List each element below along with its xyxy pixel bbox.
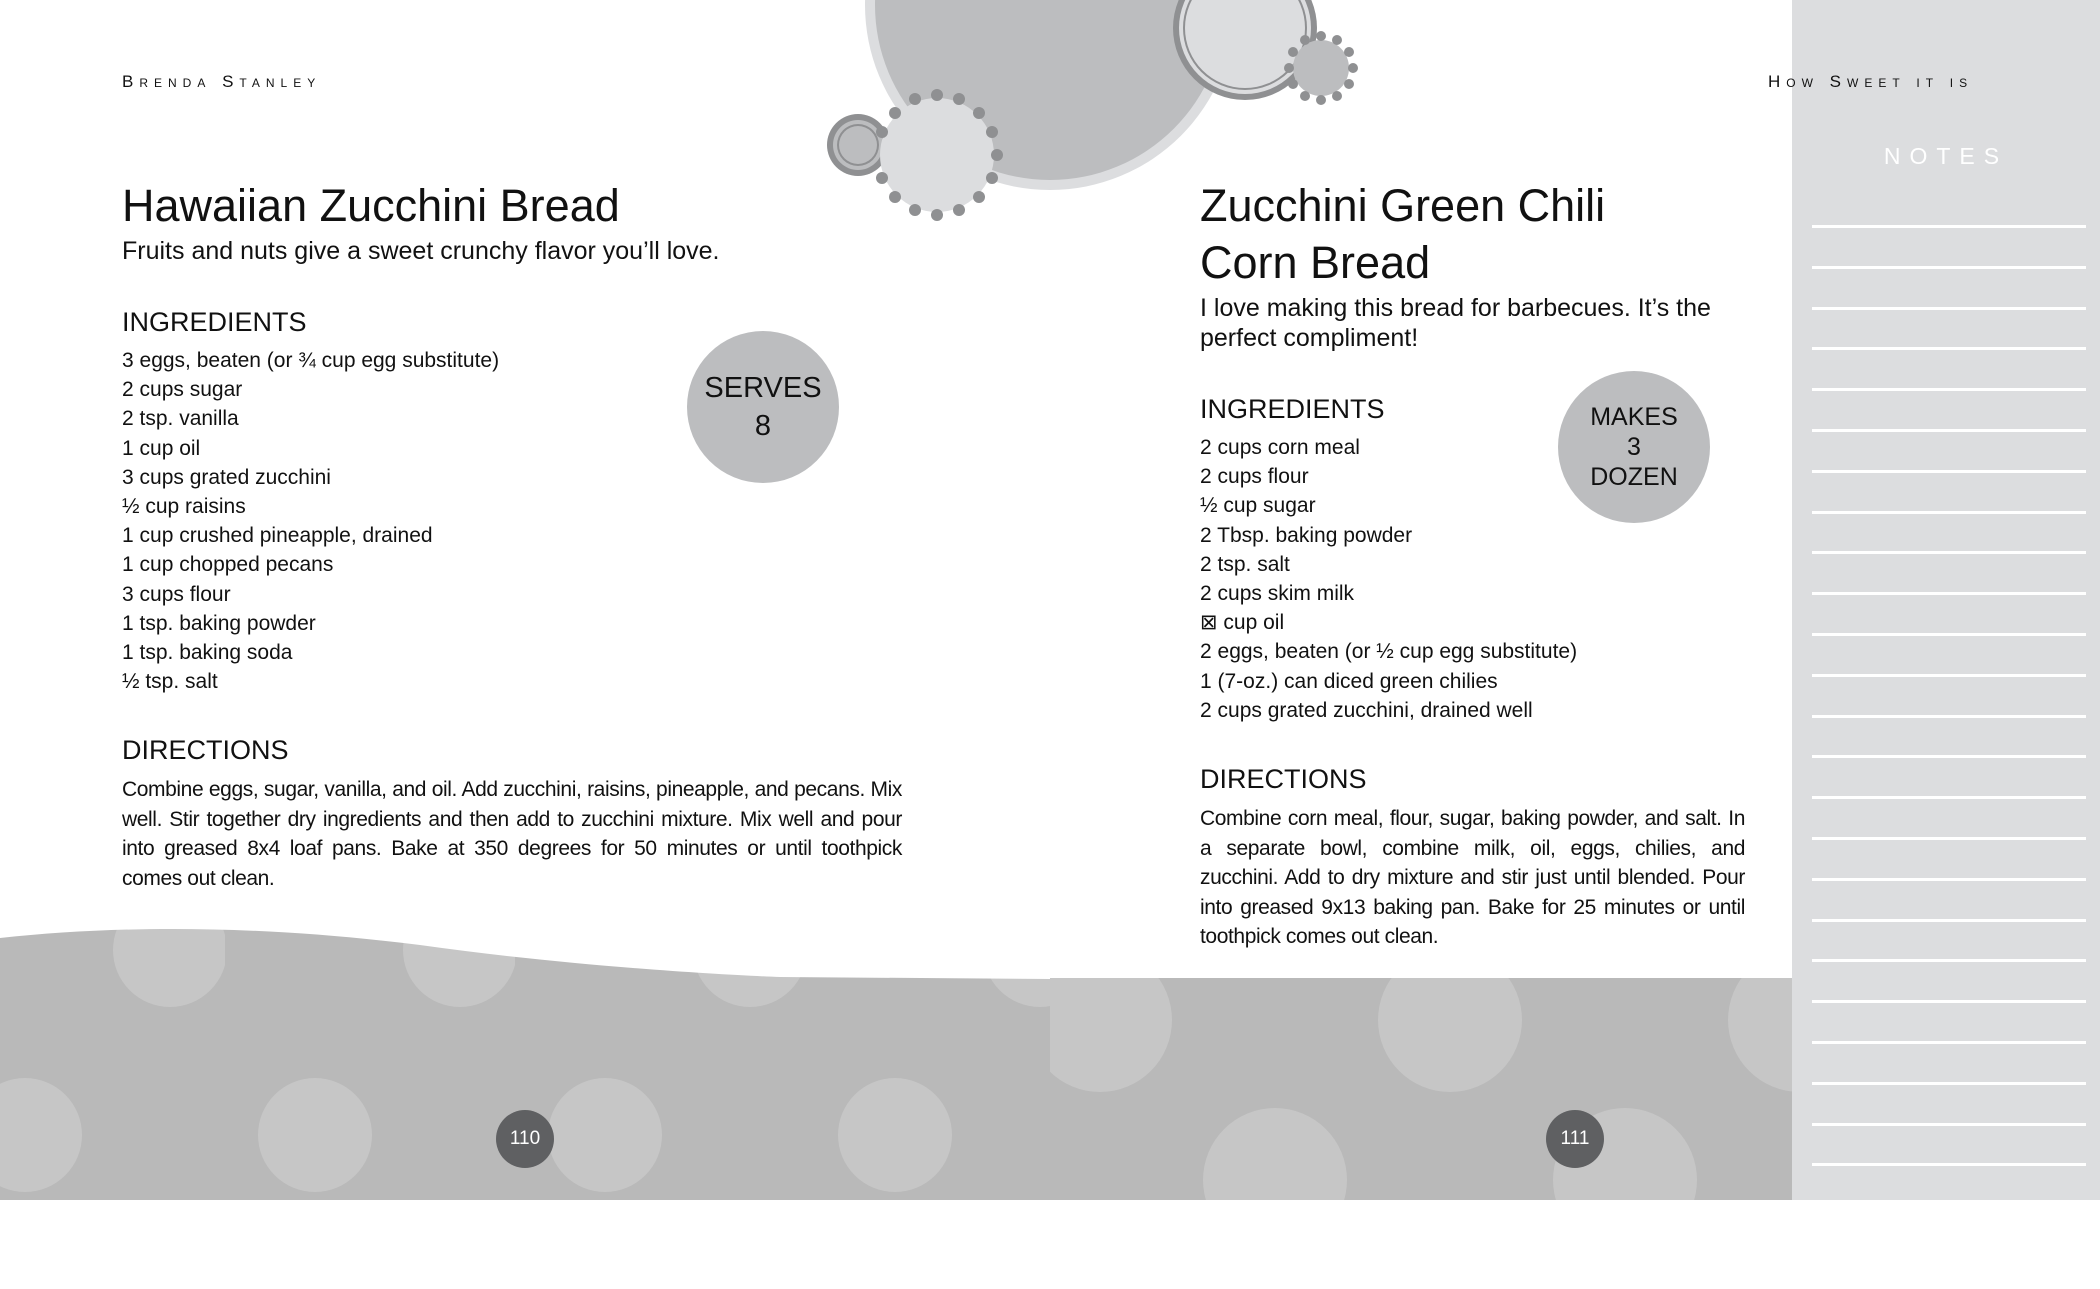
notes-writing-line <box>1812 388 2086 391</box>
serves-count: 8 <box>754 410 772 442</box>
notes-writing-line <box>1812 1000 2086 1003</box>
notes-writing-line <box>1812 1082 2086 1085</box>
recipe-hawaiian-zucchini-bread <box>122 177 902 893</box>
ingredient-item: 2 tsp. vanilla <box>122 407 239 431</box>
notes-writing-line <box>1812 919 2086 922</box>
notes-writing-line <box>1812 1123 2086 1126</box>
recipe-title-line-2: Corn Bread <box>1200 237 1431 288</box>
recipe-title: Hawaiian Zucchini Bread <box>122 180 620 231</box>
notes-writing-line <box>1812 429 2086 432</box>
running-head-author: Brenda Stanley <box>122 72 322 91</box>
notes-writing-line <box>1812 470 2086 473</box>
ingredient-item: 2 cups grated zucchini, drained well <box>1200 698 1533 722</box>
recipe-title-line-1: Zucchini Green Chili <box>1200 180 1606 231</box>
notes-title: NOTES <box>1883 143 2009 169</box>
notes-writing-line <box>1812 592 2086 595</box>
ingredient-item: ½ tsp. salt <box>122 670 218 694</box>
notes-writing-line <box>1812 837 2086 840</box>
notes-writing-line <box>1812 307 2086 310</box>
ingredient-item: 1 (7-oz.) can diced green chilies <box>1200 669 1498 693</box>
directions-heading: DIRECTIONS <box>1200 764 1367 795</box>
makes-unit: DOZEN <box>1590 463 1678 491</box>
notes-writing-line <box>1812 1163 2086 1166</box>
notes-writing-line <box>1812 959 2086 962</box>
ingredient-item: 2 cups flour <box>1200 465 1309 489</box>
notes-writing-line <box>1812 1245 2086 1248</box>
ingredient-item: 1 cup chopped pecans <box>122 553 334 577</box>
notes-writing-line <box>1812 755 2086 758</box>
ingredients-heading: INGREDIENTS <box>1200 394 1385 424</box>
ingredient-item: ⊠ cup oil <box>1200 611 1285 635</box>
notes-writing-line <box>1812 715 2086 718</box>
ingredient-item: 2 Tbsp. baking powder <box>1200 523 1413 547</box>
ingredient-item: 3 eggs, beaten (or ¾ cup egg substitute) <box>122 349 500 372</box>
notes-writing-line <box>1812 633 2086 636</box>
notes-writing-line <box>1812 1286 2086 1289</box>
ingredient-item: 3 cups flour <box>122 582 231 606</box>
ingredient-item: ½ cup raisins <box>122 495 246 519</box>
notes-panel <box>1792 0 2100 1200</box>
page-number-right: 111 <box>1546 1110 1604 1168</box>
notes-writing-line <box>1812 347 2086 350</box>
ingredient-item: 1 cup crushed pineapple, drained <box>122 524 433 548</box>
recipe-intro: I love making this bread for barbecues. It’s the perfect compliment! <box>1200 294 1711 352</box>
ingredient-item: 2 cups skim milk <box>1200 582 1355 606</box>
makes-count: 3 <box>1627 433 1641 461</box>
ingredient-item: 1 tsp. baking soda <box>122 641 293 665</box>
ingredient-item: 2 eggs, beaten (or ½ cup egg substitute) <box>1200 640 1578 664</box>
notes-writing-line <box>1812 551 2086 554</box>
page-number-left: 110 <box>496 1110 554 1168</box>
makes-label: MAKES <box>1590 403 1678 431</box>
directions-text: Combine eggs, sugar, vanilla, and oil. Add zucchini, raisins, pineapple, and pecans. Mix well. Stir together dry ingredients and then add to zucchini mixture. Mix well and pour into greased 8x4 loaf pans. Bake at 350 degrees for 50 minutes or until toothpick comes out clean. <box>122 778 902 890</box>
ingredient-item: 2 cups sugar <box>122 378 243 402</box>
ingredients-heading: INGREDIENTS <box>122 307 307 337</box>
ingredient-item: 2 tsp. salt <box>1200 552 1290 576</box>
notes-writing-line <box>1812 796 2086 799</box>
makes-badge <box>1558 371 1710 523</box>
notes-writing-line <box>1812 878 2086 881</box>
ingredient-item: ½ cup sugar <box>1200 494 1316 518</box>
recipe-intro: Fruits and nuts give a sweet crunchy flavor you’ll love. <box>122 237 720 265</box>
ingredient-item: 2 cups corn meal <box>1200 436 1360 459</box>
notes-writing-line <box>1812 1041 2086 1044</box>
ingredient-item: 1 tsp. baking powder <box>122 611 316 635</box>
recipe-zucchini-green-chili-corn-bread <box>1200 177 1748 952</box>
notes-writing-line <box>1812 225 2086 228</box>
serves-badge <box>687 331 839 483</box>
serves-label: SERVES <box>704 372 822 404</box>
directions-heading: DIRECTIONS <box>122 735 289 766</box>
directions-text: Combine corn meal, flour, sugar, baking powder, and salt. In a separate bowl, combine milk, oil, eggs, chilies, and zucchini. Add to dry mixture and stir just until blended. Pour into greased 9x13 baking pan. Bake for 25 minutes or until toothpick comes out clean. <box>1200 807 1745 949</box>
notes-writing-line <box>1812 674 2086 677</box>
recipe-title <box>1200 177 1748 291</box>
notes-writing-line <box>1812 1204 2086 1207</box>
ingredient-item: 1 cup oil <box>122 436 201 460</box>
notes-writing-line <box>1812 266 2086 269</box>
notes-writing-line <box>1812 511 2086 514</box>
running-head-book-title: How Sweet it is <box>1768 72 1974 91</box>
ingredient-item: 3 cups grated zucchini <box>122 465 331 489</box>
